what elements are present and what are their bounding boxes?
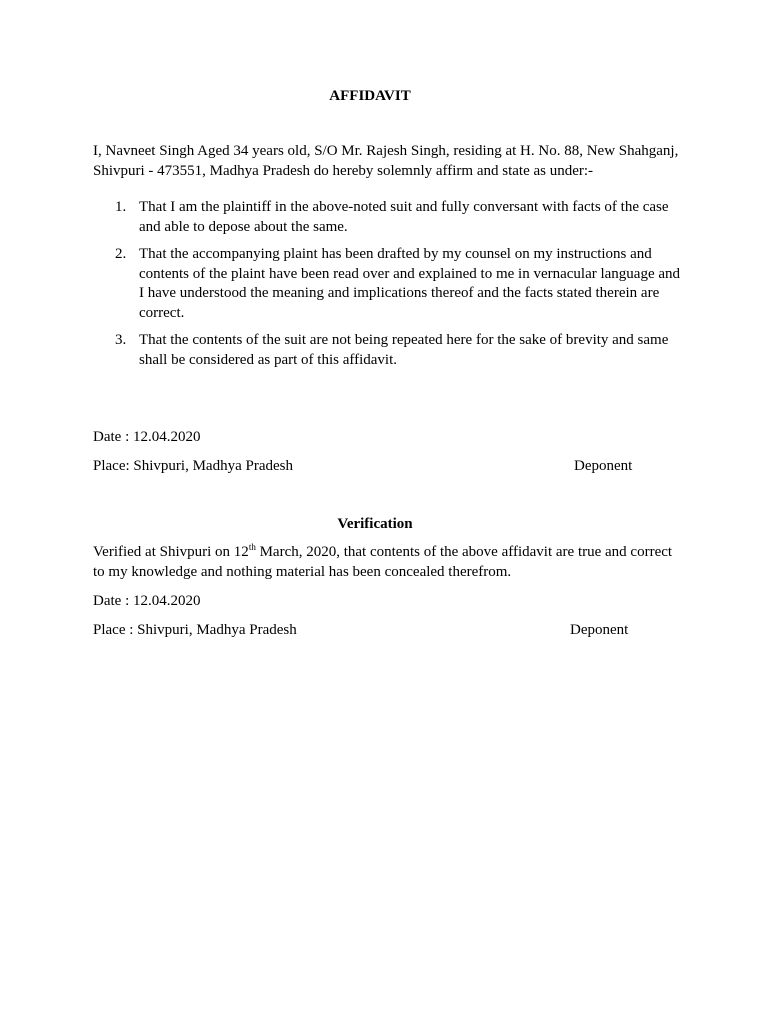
verification-title: Verification	[337, 516, 413, 532]
list-item	[93, 245, 683, 323]
verification-ordinal-suffix: th	[248, 542, 256, 552]
list-item	[93, 198, 683, 237]
intro-paragraph: I, Navneet Singh Aged 34 years old, S/O Mr. Rajesh Singh, residing at H. No. 88, New Shahganj, Shivpuri - 473551, Madhya Pradesh do hereby solemnly affirm and state as under:-	[93, 143, 679, 179]
list-item-number: 1.	[115, 199, 127, 215]
verification-text-end: March, 2020, that contents of the above affidavit are true and correct to my knowledge and nothing material has been concealed therefrom.	[93, 544, 673, 580]
verification-paragraph	[93, 543, 683, 582]
list-item-number: 2.	[115, 246, 127, 262]
statement-list	[93, 198, 683, 378]
verification-place: Place : Shivpuri, Madhya Pradesh	[93, 622, 297, 638]
verification-text-start: Verified at Shivpuri on 12	[93, 544, 249, 560]
list-item-text: That I am the plaintiff in the above-noted suit and fully conversant with facts of the case and able to depose about the same.	[139, 199, 669, 235]
affidavit-date: Date : 12.04.2020	[93, 429, 201, 445]
list-item-text: That the contents of the suit are not being repeated here for the sake of brevity and same shall be considered as part of this affidavit.	[139, 332, 669, 368]
verification-date: Date : 12.04.2020	[93, 593, 201, 609]
affidavit-place: Place: Shivpuri, Madhya Pradesh	[93, 458, 293, 474]
affidavit-deponent-label: Deponent	[574, 458, 633, 474]
list-item-text: That the accompanying plaint has been drafted by my counsel on my instructions and contents of the plaint have been read over and explained to me in vernacular language and I have understood the meaning and implications thereof and the facts stated therein are correct.	[139, 246, 681, 321]
list-item	[93, 331, 683, 370]
document-title: AFFIDAVIT	[329, 88, 411, 104]
list-item-number: 3.	[115, 332, 127, 348]
verification-deponent-label: Deponent	[570, 622, 629, 638]
